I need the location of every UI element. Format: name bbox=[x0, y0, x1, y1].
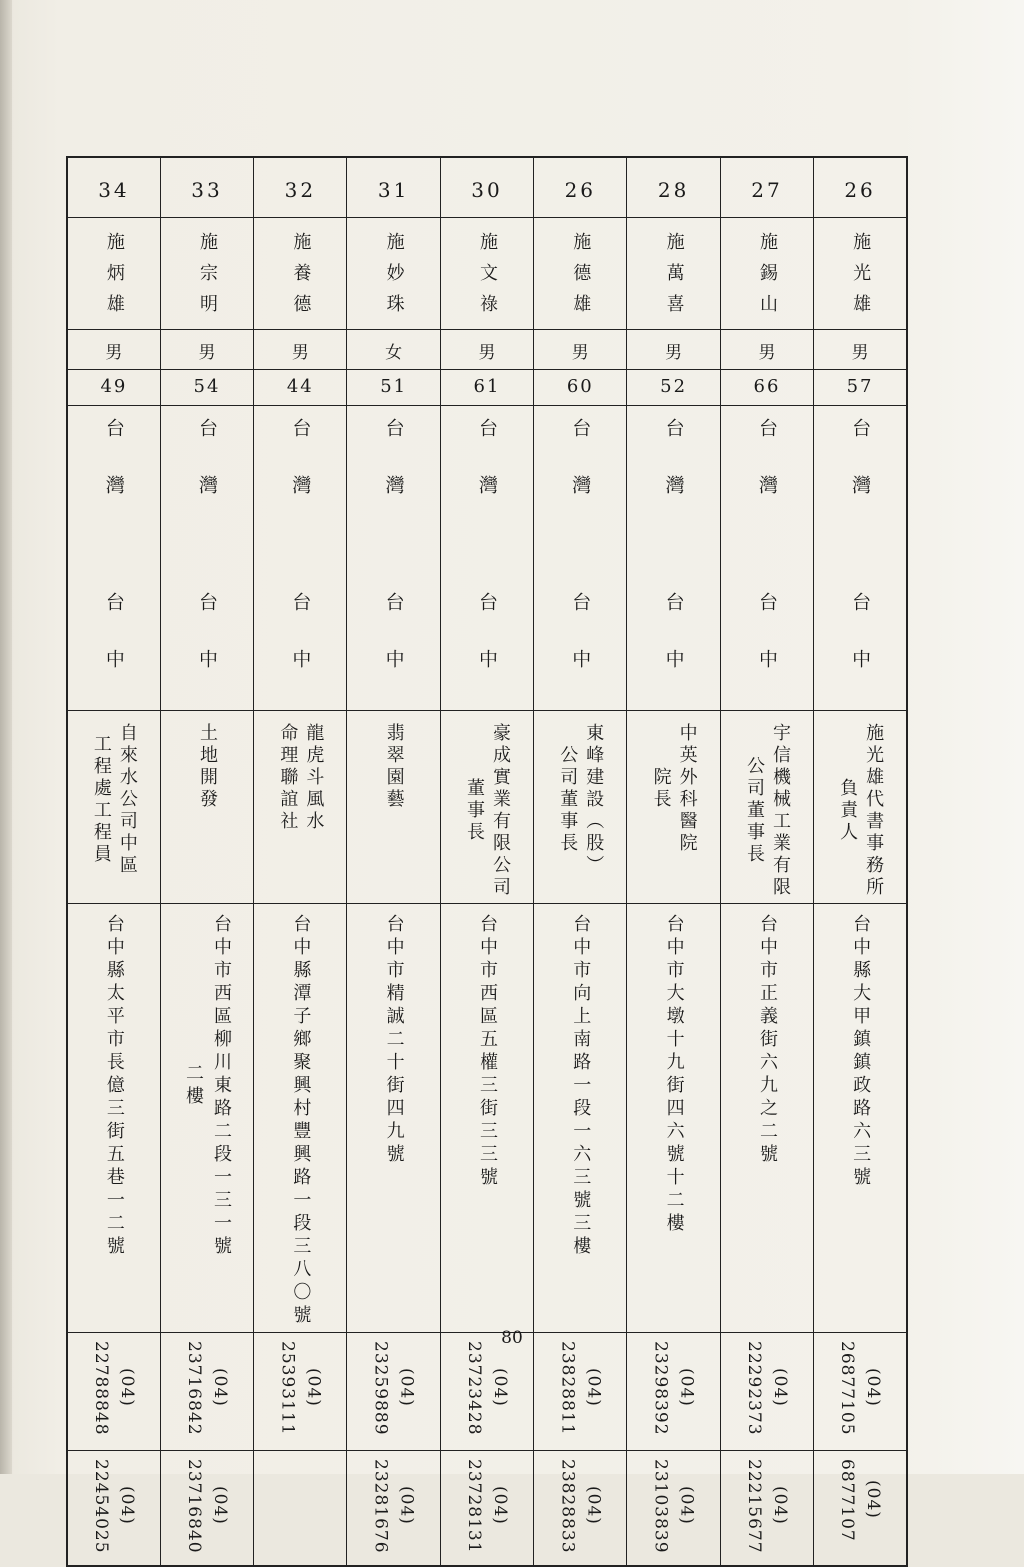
cell-name: 施光雄 bbox=[814, 217, 907, 329]
cell-gender: 男 bbox=[627, 329, 720, 369]
cell-age: 61 bbox=[440, 369, 533, 405]
cell-address: 台中市西區柳川東路二段一三一號 二樓 bbox=[160, 903, 253, 1332]
cell-title: 東峰建設︵股︶ 公司董事長 bbox=[534, 710, 627, 903]
cell-age: 44 bbox=[254, 369, 347, 405]
cell-origin: 台灣 台中 bbox=[440, 405, 533, 710]
cell-phone-primary: (04) 25393111 bbox=[254, 1332, 347, 1450]
cell-phone-secondary: (04) 23728131 bbox=[440, 1450, 533, 1566]
cell-name: 施錫山 bbox=[720, 217, 813, 329]
cell-origin: 台灣 台中 bbox=[534, 405, 627, 710]
cell-title: 翡翠園藝 bbox=[347, 710, 440, 903]
cell-phone-primary: (04) 23298392 bbox=[627, 1332, 720, 1450]
cell-phone-secondary: (04) 23103839 bbox=[627, 1450, 720, 1566]
cell-address: 台中縣太平市長億三街五巷一二號 bbox=[67, 903, 160, 1332]
cell-number: 31 bbox=[347, 157, 440, 217]
cell-age: 52 bbox=[627, 369, 720, 405]
cell-name: 施炳雄 bbox=[67, 217, 160, 329]
cell-phone-primary: (04) 23259889 bbox=[347, 1332, 440, 1450]
cell-phone-secondary: (04) 22215677 bbox=[720, 1450, 813, 1566]
cell-title: 豪成實業有限公司 董事長 bbox=[440, 710, 533, 903]
row-origin bbox=[67, 405, 907, 710]
cell-age: 49 bbox=[67, 369, 160, 405]
cell-age: 66 bbox=[720, 369, 813, 405]
row-gender bbox=[67, 329, 907, 369]
cell-address: 台中市西區五權三街三三號 bbox=[440, 903, 533, 1332]
cell-address: 台中市精誠二十街四九號 bbox=[347, 903, 440, 1332]
cell-number: 34 bbox=[67, 157, 160, 217]
cell-origin: 台灣 台中 bbox=[720, 405, 813, 710]
cell-phone-primary: (04) 22788848 bbox=[67, 1332, 160, 1450]
row-title bbox=[67, 710, 907, 903]
cell-phone-secondary bbox=[254, 1450, 347, 1566]
row-phone-primary bbox=[67, 1332, 907, 1450]
cell-title: 宇信機械工業有限 公司董事長 bbox=[720, 710, 813, 903]
cell-phone-primary: (04) 23723428 bbox=[440, 1332, 533, 1450]
cell-number: 28 bbox=[627, 157, 720, 217]
cell-address: 台中市向上南路一段一六三號三樓 bbox=[534, 903, 627, 1332]
cell-number: 30 bbox=[440, 157, 533, 217]
cell-phone-primary: (04) 26877105 bbox=[814, 1332, 907, 1450]
cell-title: 中英外科醫院 院長 bbox=[627, 710, 720, 903]
cell-age: 54 bbox=[160, 369, 253, 405]
cell-gender: 男 bbox=[254, 329, 347, 369]
cell-phone-primary: (04) 23828811 bbox=[534, 1332, 627, 1450]
row-age bbox=[67, 369, 907, 405]
cell-title: 龍虎斗風水 命理聯誼社 bbox=[254, 710, 347, 903]
cell-address: 台中縣潭子鄉聚興村豐興路一段三八〇號 bbox=[254, 903, 347, 1332]
cell-phone-secondary: (04) 23716840 bbox=[160, 1450, 253, 1566]
cell-address: 台中市正義街六九之二號 bbox=[720, 903, 813, 1332]
cell-origin: 台灣 台中 bbox=[627, 405, 720, 710]
cell-age: 57 bbox=[814, 369, 907, 405]
cell-phone-secondary: (04) 23828833 bbox=[534, 1450, 627, 1566]
cell-gender: 女 bbox=[347, 329, 440, 369]
cell-origin: 台灣 台中 bbox=[254, 405, 347, 710]
page-binding-edge bbox=[0, 0, 12, 1474]
cell-number: 26 bbox=[814, 157, 907, 217]
cell-name: 施妙珠 bbox=[347, 217, 440, 329]
cell-phone-primary: (04) 23716842 bbox=[160, 1332, 253, 1450]
cell-number: 26 bbox=[534, 157, 627, 217]
row-phone-secondary bbox=[67, 1450, 907, 1566]
cell-title: 土地開發 bbox=[160, 710, 253, 903]
cell-gender: 男 bbox=[814, 329, 907, 369]
cell-number: 32 bbox=[254, 157, 347, 217]
cell-name: 施宗明 bbox=[160, 217, 253, 329]
cell-number: 27 bbox=[720, 157, 813, 217]
cell-name: 施養德 bbox=[254, 217, 347, 329]
cell-phone-secondary: (04) 6877107 bbox=[814, 1450, 907, 1566]
cell-origin: 台灣 台中 bbox=[814, 405, 907, 710]
cell-phone-primary: (04) 22292373 bbox=[720, 1332, 813, 1450]
row-name bbox=[67, 217, 907, 329]
row-address bbox=[67, 903, 907, 1332]
cell-origin: 台灣 台中 bbox=[160, 405, 253, 710]
cell-name: 施文祿 bbox=[440, 217, 533, 329]
cell-title: 施光雄代書事務所 負責人 bbox=[814, 710, 907, 903]
cell-origin: 台灣 台中 bbox=[347, 405, 440, 710]
cell-origin: 台灣 台中 bbox=[67, 405, 160, 710]
cell-address: 台中縣大甲鎮鎮政路六三號 bbox=[814, 903, 907, 1332]
cell-address: 台中市大墩十九街四六號十二樓 bbox=[627, 903, 720, 1332]
cell-gender: 男 bbox=[720, 329, 813, 369]
cell-gender: 男 bbox=[67, 329, 160, 369]
cell-name: 施德雄 bbox=[534, 217, 627, 329]
cell-age: 51 bbox=[347, 369, 440, 405]
cell-gender: 男 bbox=[160, 329, 253, 369]
member-roster-table bbox=[66, 156, 908, 1567]
cell-gender: 男 bbox=[440, 329, 533, 369]
page-number: 80 bbox=[501, 1328, 523, 1348]
row-number bbox=[67, 157, 907, 217]
cell-title: 自來水公司中區 工程處工程員 bbox=[67, 710, 160, 903]
cell-gender: 男 bbox=[534, 329, 627, 369]
cell-phone-secondary: (04) 23281676 bbox=[347, 1450, 440, 1566]
cell-age: 60 bbox=[534, 369, 627, 405]
cell-name: 施萬喜 bbox=[627, 217, 720, 329]
cell-number: 33 bbox=[160, 157, 253, 217]
cell-phone-secondary: (04) 22454025 bbox=[67, 1450, 160, 1566]
